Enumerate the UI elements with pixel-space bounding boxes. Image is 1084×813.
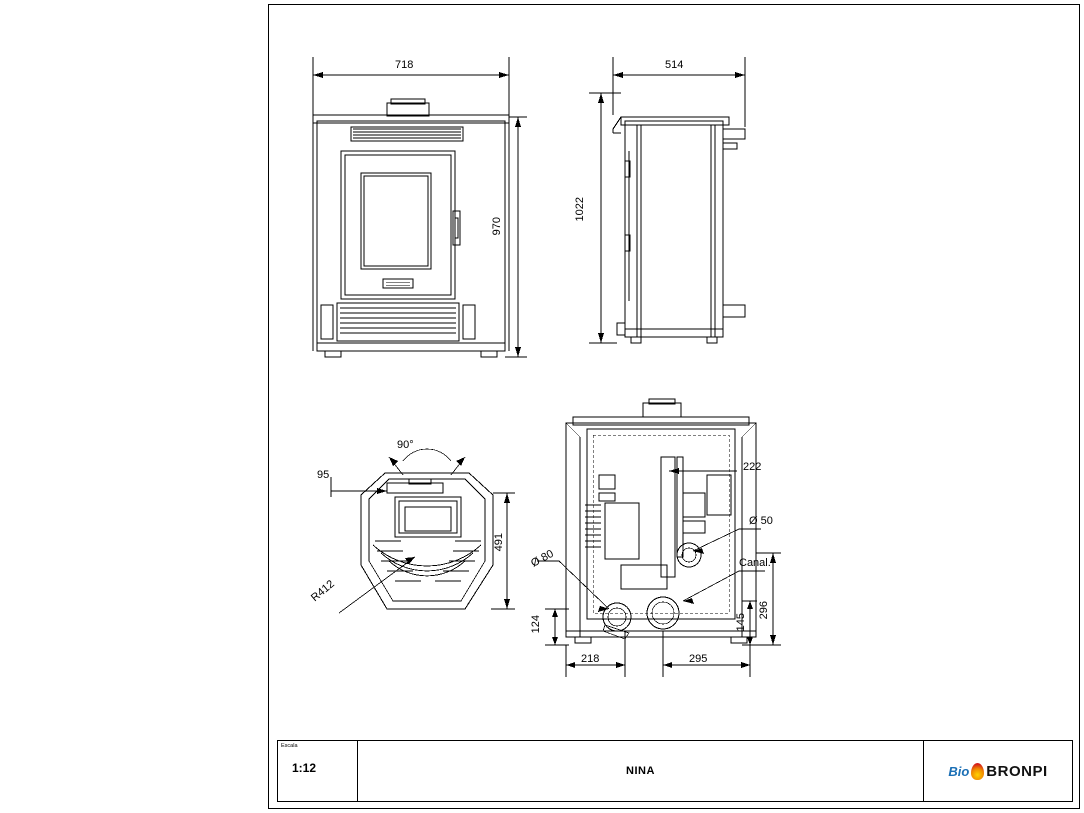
model-name: NINA (626, 765, 655, 777)
dim-label-r412: R412 (309, 578, 337, 605)
dim-label-222: 222 (743, 461, 762, 473)
rear-dim-canal (683, 571, 765, 604)
dim-label-295: 295 (689, 653, 708, 665)
dim-label-491: 491 (493, 533, 505, 552)
dim-label-canal: Canal. (739, 557, 771, 569)
rear-dim-222 (669, 468, 737, 474)
flame-icon (971, 763, 984, 780)
title-block-scale (278, 741, 358, 801)
front-view-geometry (313, 99, 509, 357)
dim-label-296: 296 (758, 601, 770, 620)
dim-label-dia50: Ø 50 (749, 515, 773, 527)
dim-label-145: 145 (735, 613, 747, 632)
dim-label-1022: 1022 (574, 197, 586, 222)
technical-drawing (269, 5, 1081, 810)
side-dim-1022 (589, 93, 621, 343)
dim-label-218: 218 (581, 653, 600, 665)
logo-bio-text: Bio (948, 763, 970, 779)
dim-label-718: 718 (395, 59, 414, 71)
title-block (277, 740, 1073, 802)
dim-label-124: 124 (530, 615, 542, 634)
rear-dim-124 (545, 609, 569, 645)
drawing-sheet (268, 4, 1080, 809)
plan-view-geometry (331, 449, 515, 613)
scale-value: 1:12 (292, 761, 317, 775)
front-dim-970 (505, 117, 527, 357)
title-block-model (358, 741, 924, 801)
dim-label-970: 970 (491, 217, 503, 236)
logo-brand-text: BRONPI (986, 762, 1048, 780)
dim-label-dia80: Ø 80 (529, 547, 556, 570)
scale-caption: Escala (281, 743, 298, 749)
title-block-logo (924, 741, 1072, 801)
dim-label-90deg: 90° (397, 439, 414, 451)
rear-dim-dia80 (537, 561, 609, 612)
side-view-geometry (613, 117, 745, 343)
dim-label-95: 95 (317, 469, 330, 481)
rear-view-geometry (566, 399, 756, 643)
dim-label-514: 514 (665, 59, 684, 71)
